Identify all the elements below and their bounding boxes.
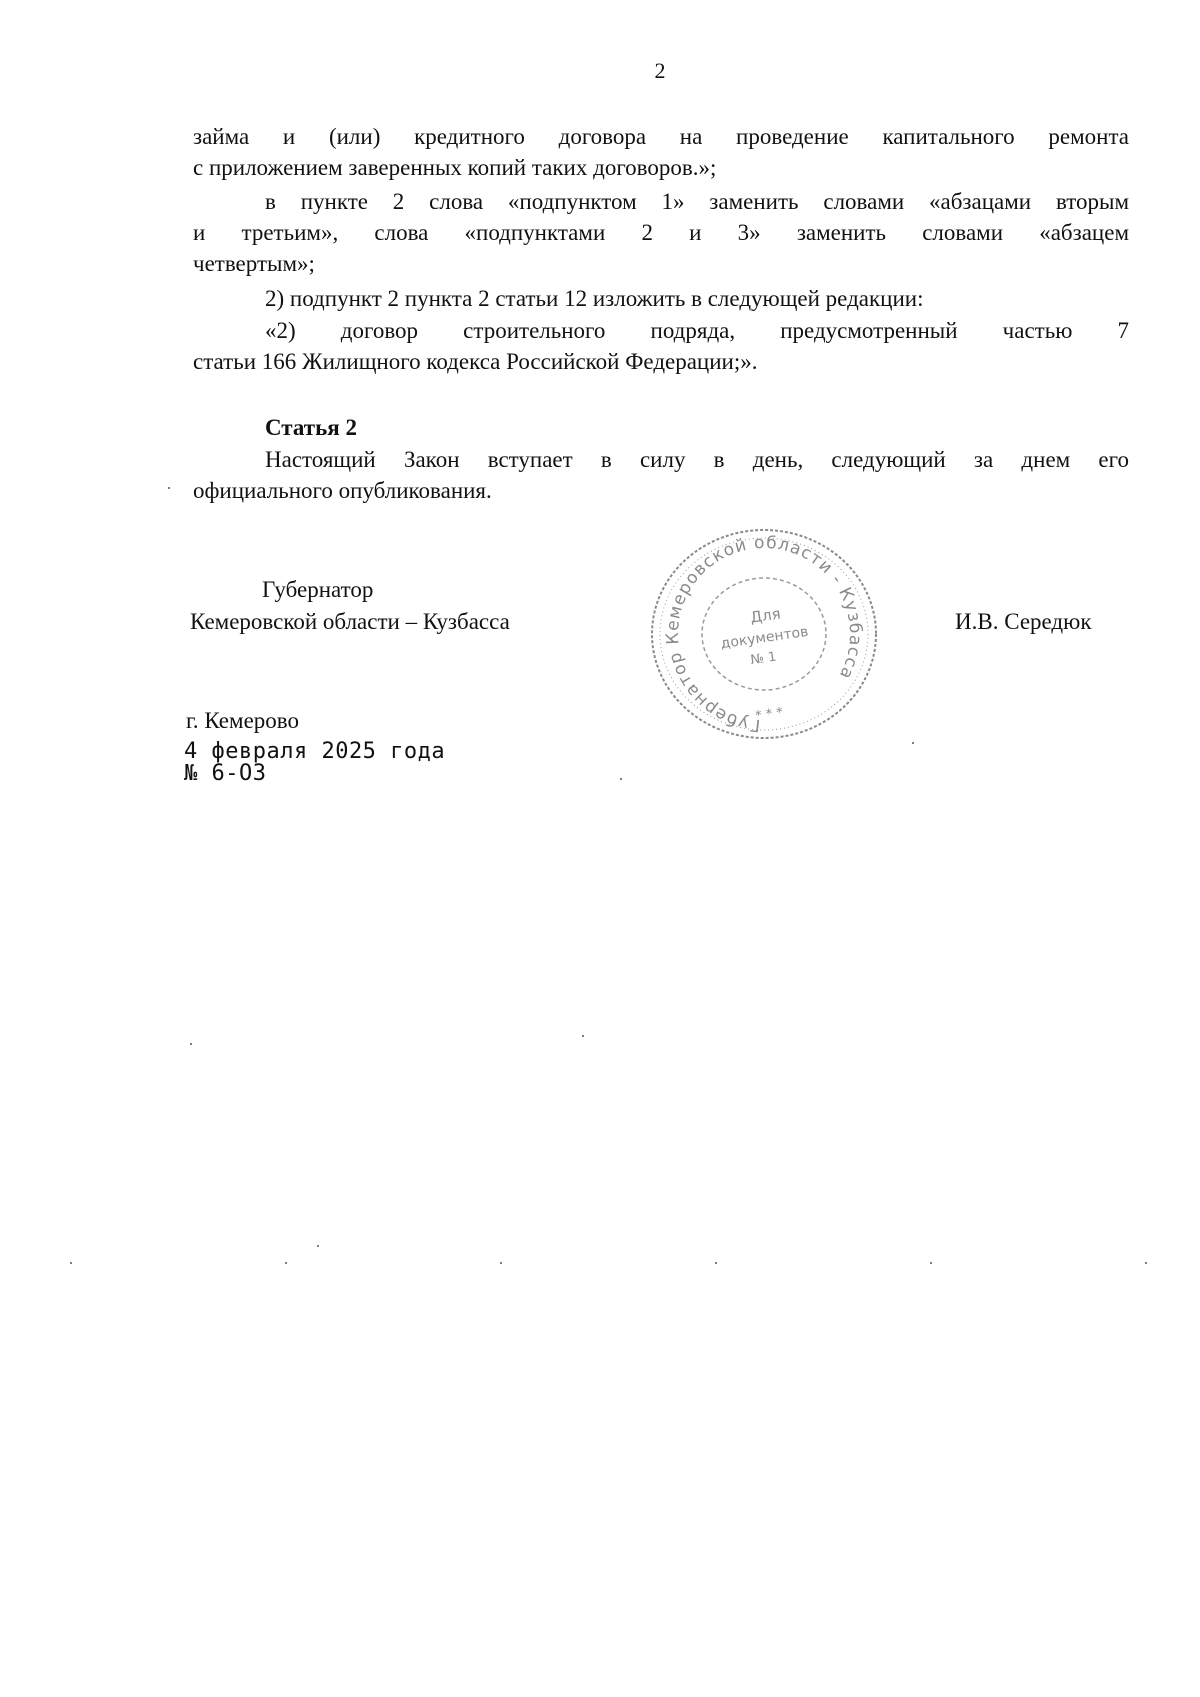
law-number: № 6-ОЗ <box>184 761 267 786</box>
scan-speck <box>930 1262 932 1264</box>
scan-speck <box>285 1262 287 1264</box>
seal-outer-text: Губернатор Кемеровской области - Кузбасса <box>662 532 866 736</box>
paragraph-5-line-2: официального опубликования. <box>193 478 492 503</box>
paragraph-5-line-1: Настоящий Закон вступает в силу в день, следующий за днем его <box>265 447 1129 472</box>
paragraph-2-line-3: четвертым»; <box>193 251 315 276</box>
paragraph-3 <box>193 283 1129 314</box>
scan-speck <box>912 742 914 744</box>
signing-date: 4 февраля 2025 года <box>184 739 446 764</box>
seal-inner-line-3: № 1 <box>749 649 778 669</box>
scan-speck <box>190 1043 192 1045</box>
paragraph-5 <box>193 444 1129 506</box>
seal-inner-line-1: Для <box>749 604 782 627</box>
signature-position-line-2: Кемеровской области – Кузбасса <box>190 609 510 634</box>
scan-speck <box>317 1245 319 1247</box>
official-seal <box>646 523 882 745</box>
paragraph-4-line-2: статьи 166 Жилищного кодекса Российской Федерации;». <box>193 349 758 374</box>
signature-position-line-1: Губернатор <box>262 577 374 602</box>
scan-speck <box>715 1262 717 1264</box>
seal-stars: * * * <box>754 705 785 724</box>
page-number: 2 <box>654 58 666 83</box>
scan-speck <box>500 1262 502 1264</box>
paragraph-4-line-1: «2) договор строительного подряда, предусмотренный частью 7 <box>265 318 1129 343</box>
paragraph-2 <box>193 186 1129 279</box>
scan-speck <box>582 1035 584 1037</box>
signatory-name: И.В. Середюк <box>955 609 1092 634</box>
scan-speck <box>168 487 170 489</box>
paragraph-1-line-2: с приложением заверенных копий таких договоров.»; <box>193 155 717 180</box>
paragraph-3-line-1: 2) подпункт 2 пункта 2 статьи 12 изложить в следующей редакции: <box>265 286 924 311</box>
scan-speck <box>1145 1262 1147 1264</box>
scan-speck <box>70 1262 72 1264</box>
seal-inner-line-2: документов <box>719 623 810 653</box>
paragraph-1 <box>193 121 1129 183</box>
scan-speck <box>620 778 622 780</box>
paragraph-1-line-1: займа и (или) кредитного договора на проведение капитального ремонта <box>193 124 1129 149</box>
paragraph-2-line-2: и третьим», слова «подпунктами 2 и 3» заменить словами «абзацем <box>193 220 1129 245</box>
article-title: Статья 2 <box>265 415 357 440</box>
paragraph-4 <box>193 315 1129 377</box>
paragraph-2-line-1: в пункте 2 слова «подпунктом 1» заменить словами «абзацами вторым <box>265 189 1129 214</box>
place-of-signing: г. Кемерово <box>186 708 299 733</box>
